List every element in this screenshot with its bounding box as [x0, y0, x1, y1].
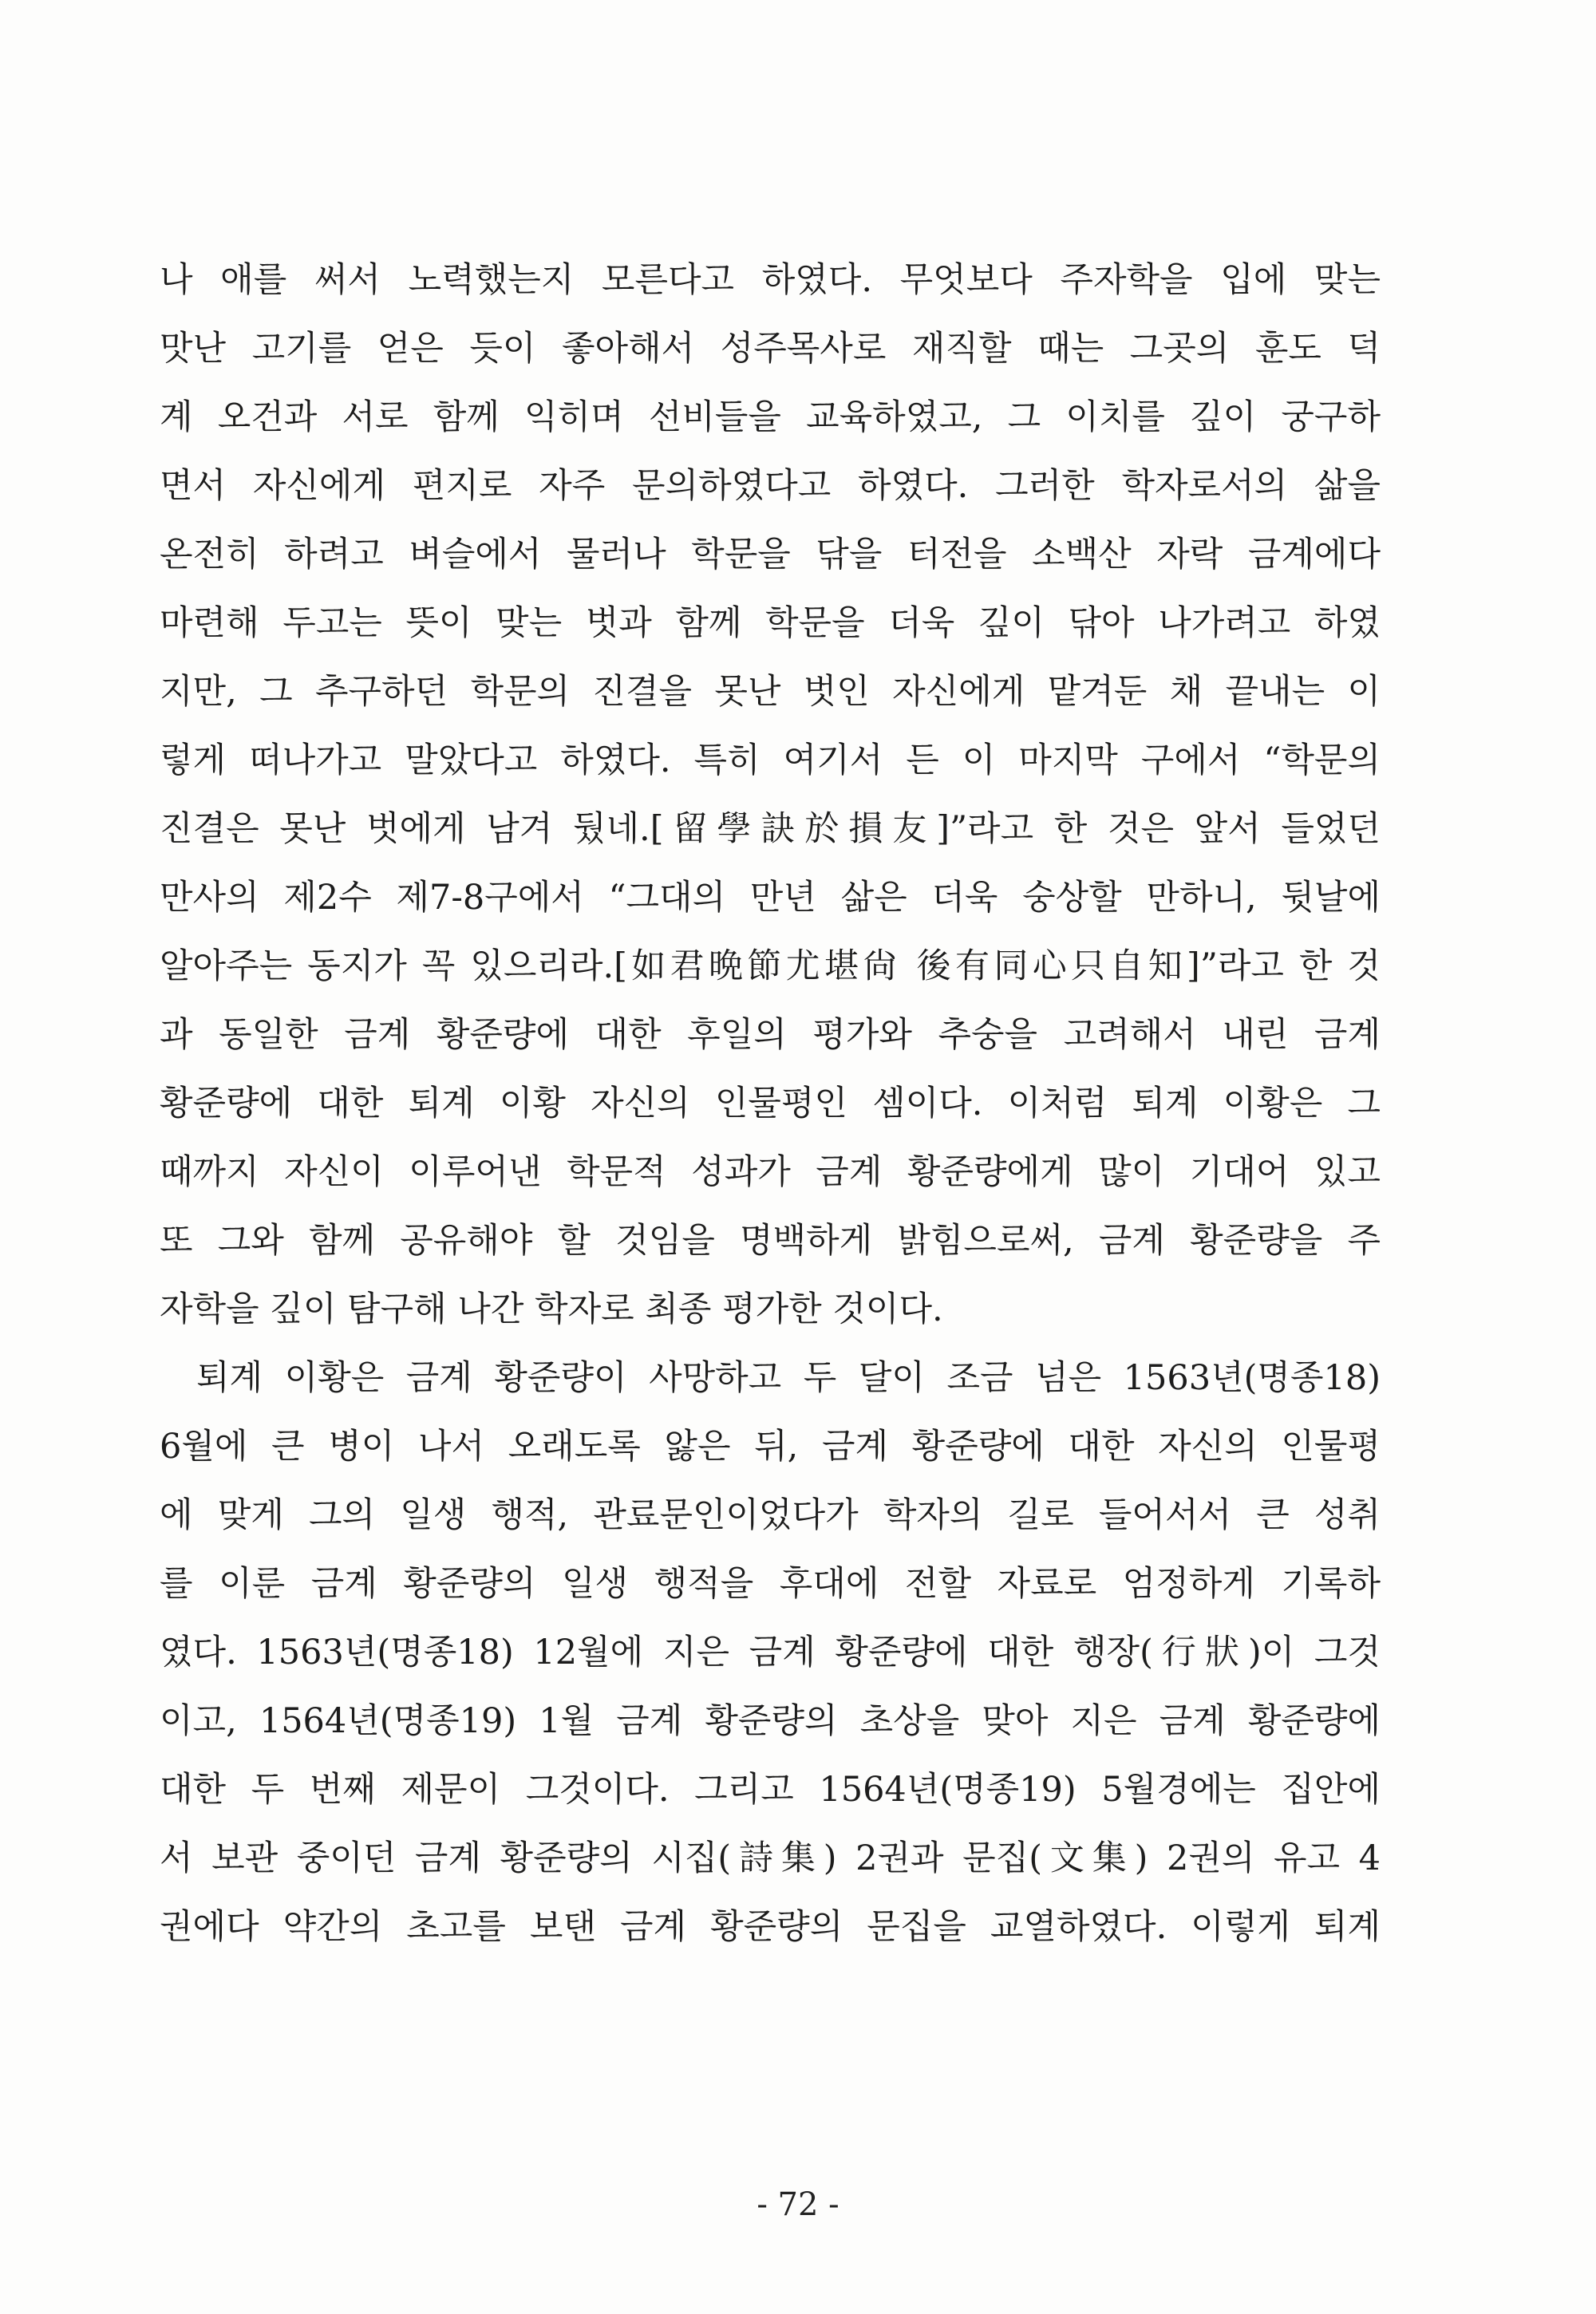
text-line: 나 애를 써서 노력했는지 모른다고 하였다. 무엇보다 주자학을 입에 맞는 [160, 260, 1381, 300]
text-line: 에 맞게 그의 일생 행적, 관료문인이었다가 학자의 길로 들어서서 큰 성취 [160, 1495, 1381, 1535]
text-line: 마련해 두고는 뜻이 맞는 벗과 함께 학문을 더욱 깊이 닦아 나가려고 하였 [160, 603, 1381, 643]
text-line-paragraph-start: 퇴계 이황은 금계 황준량이 사망하고 두 달이 조금 넘은 1563년(명종18) [196, 1358, 1381, 1398]
text-line-paragraph-end: 자학을 깊이 탐구해 나간 학자로 최종 평가한 것이다. [160, 1289, 943, 1329]
text-line: 6월에 큰 병이 나서 오래도록 앓은 뒤, 금계 황준량에 대한 자신의 인물평 [160, 1427, 1381, 1467]
text-line: 이고, 1564년(명종19) 1월 금계 황준량의 초상을 맞아 지은 금계 황준량에 [160, 1701, 1381, 1741]
text-line: 온전히 하려고 벼슬에서 물러나 학문을 닦을 터전을 소백산 자락 금계에다 [160, 535, 1381, 575]
text-line: 때까지 자신이 이루어낸 학문적 성과가 금계 황준량에게 많이 기대어 있고 [160, 1152, 1381, 1192]
text-line: 알아주는 동지가 꼭 있으리라.[如君晩節尤堪尙 後有同心只自知]”라고 한 것 [160, 946, 1381, 986]
text-line: 지만, 그 추구하던 학문의 진결을 못난 벗인 자신에게 맡겨둔 채 끝내는 이 [160, 672, 1381, 712]
text-line: 또 그와 함께 공유해야 할 것임을 명백하게 밝힘으로써, 금계 황준량을 주 [160, 1221, 1381, 1261]
page-number: - 72 - [757, 2186, 839, 2223]
text-line: 대한 두 번째 제문이 그것이다. 그리고 1564년(명종19) 5월경에는 집안에 [160, 1770, 1381, 1810]
text-line: 를 이룬 금계 황준량의 일생 행적을 후대에 전할 자료로 엄정하게 기록하 [160, 1564, 1381, 1604]
text-line: 진결은 못난 벗에게 남겨 뒀네.[留學訣於損友]”라고 한 것은 앞서 들었던 [160, 809, 1381, 849]
text-line: 면서 자신에게 편지로 자주 문의하였다고 하였다. 그러한 학자로서의 삶을 [160, 466, 1381, 506]
text-line: 렇게 떠나가고 말았다고 하였다. 특히 여기서 든 이 마지막 구에서 “학문의 [160, 740, 1381, 780]
text-line: 맛난 고기를 얻은 듯이 좋아해서 성주목사로 재직할 때는 그곳의 훈도 덕 [160, 329, 1381, 369]
text-line: 과 동일한 금계 황준량에 대한 후일의 평가와 추숭을 고려해서 내린 금계 [160, 1015, 1381, 1055]
text-line: 서 보관 중이던 금계 황준량의 시집(詩集) 2권과 문집(文集) 2권의 유고 4 [160, 1838, 1381, 1878]
text-line: 계 오건과 서로 함께 익히며 선비들을 교육하였고, 그 이치를 깊이 궁구하 [160, 397, 1381, 437]
text-line: 황준량에 대한 퇴계 이황 자신의 인물평인 셈이다. 이처럼 퇴계 이황은 그 [160, 1084, 1381, 1123]
text-line: 만사의 제2수 제7-8구에서 “그대의 만년 삶은 더욱 숭상할 만하니, 뒷날에 [160, 878, 1381, 918]
text-line: 권에다 약간의 초고를 보탠 금계 황준량의 문집을 교열하였다. 이렇게 퇴계 [160, 1907, 1381, 1947]
body-text [160, 246, 1381, 1961]
text-line: 였다. 1563년(명종18) 12월에 지은 금계 황준량에 대한 행장(行狀)이 그것 [160, 1633, 1381, 1672]
